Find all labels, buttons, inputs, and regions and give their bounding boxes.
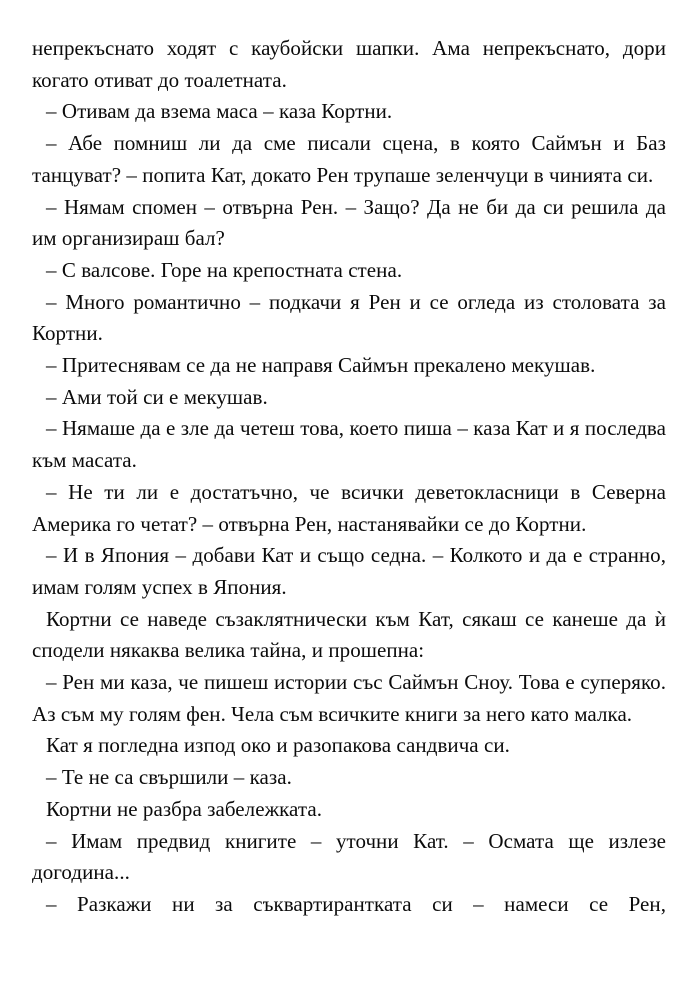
page-text: [32, 33, 666, 921]
paragraph-13: – Рен ми каза, че пишеш истории със Саймън Сноу. Това е суперяко. Аз съм му голям фен. Чела съм всичките книги за него като малка.: [32, 670, 666, 726]
paragraph-7: – Притеснявам се да не направя Саймън прекалено мекушав.: [46, 353, 596, 378]
paragraph-5: – С валсове. Горе на крепостната стена.: [46, 257, 403, 282]
paragraph-15: – Те не са свършили – каза.: [46, 765, 292, 790]
paragraph-1: непрекъснато ходят с каубойски шапки. Ама непрекъснато, дори когато отиват до тоалетната.: [32, 36, 666, 92]
paragraph-3: – Абе помниш ли да сме писали сцена, в която Саймън и Баз танцуват? – попита Кат, докато Рен трупаше зеленчуци в чинията си.: [32, 131, 666, 187]
paragraph-8: – Ами той си е мекушав.: [46, 384, 268, 409]
paragraph-18: – Разкажи ни за съквартирантката си – намеси се Рен,: [46, 891, 666, 916]
paragraph-9: – Нямаше да е зле да четеш това, което пиша – каза Кат и я последва към масата.: [32, 416, 666, 473]
paragraph-6: – Много романтично – подкачи я Рен и се огледа из столовата за Кортни.: [32, 289, 666, 346]
paragraph-2: – Отивам да взема маса – каза Кортни.: [46, 99, 393, 124]
paragraph-10: – Не ти ли е достатъчно, че всички деветокласници в Северна Америка го четат? – отвърна Рен, настанявайки се до Кортни.: [32, 479, 666, 536]
paragraph-12: Кортни се наведе съзаклятнически към Кат, сякаш се канеше да ѝ сподели някаква велика тайна, и прошепна:: [32, 606, 666, 663]
paragraph-17: – Имам предвид книгите – уточни Кат. – Осмата ще излезе догодина...: [32, 828, 666, 885]
paragraph-11: – И в Япония – добави Кат и също седна. – Колкото и да е странно, имам голям успех в Япония.: [32, 543, 666, 599]
paragraph-4: – Нямам спомен – отвърна Рен. – Защо? Да не би да си решила да им организираш бал?: [32, 194, 666, 251]
paragraph-14: Кат я погледна изпод око и разопакова сандвича си.: [46, 733, 510, 758]
paragraph-16: Кортни не разбра забележката.: [46, 796, 323, 821]
